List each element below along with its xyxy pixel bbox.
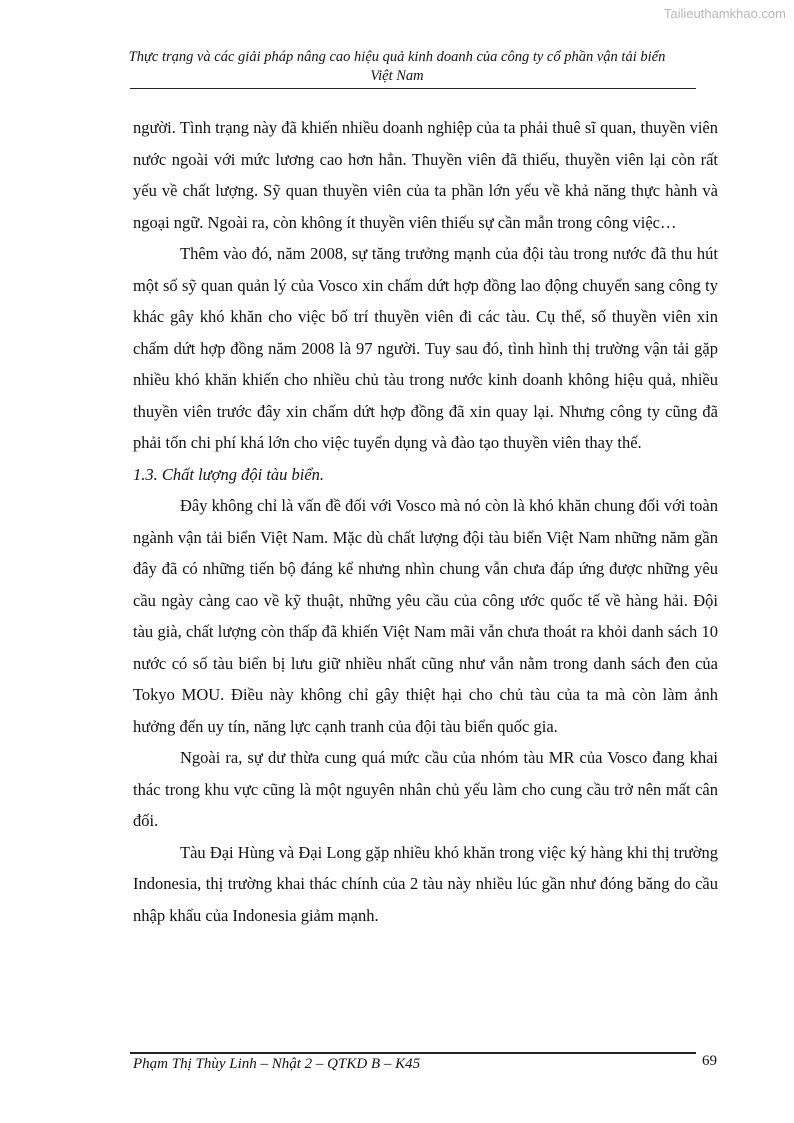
page-header-title: Thực trạng và các giải pháp nâng cao hiệu quả kinh doanh của công ty cổ phần vận tải biển Việt Nam (128, 49, 666, 84)
header-divider (130, 88, 696, 89)
footer-divider (130, 1052, 696, 1054)
page-number: 69 (702, 1053, 717, 1069)
footer-author: Phạm Thị Thùy Linh – Nhật 2 – QTKD B – K45 (133, 1056, 421, 1072)
section-heading: 1.3. Chất lượng đội tàu biển. (133, 464, 325, 484)
document-body (133, 112, 718, 931)
paragraph: Tàu Đại Hùng và Đại Long gặp nhiều khó khăn trong việc ký hàng khi thị trường Indonesia, thị trường khai thác chính của 2 tàu này nhiều lúc gần như đóng băng do cầu nhập khẩu của Indonesia giảm mạnh. (133, 842, 718, 925)
paragraph: Ngoài ra, sự dư thừa cung quá mức cầu của nhóm tàu MR của Vosco đang khai thác trong khu vực cũng là một nguyên nhân chủ yếu làm cho cung cầu trở nên mất cân đối. (133, 748, 718, 830)
watermark: Tailieuthamkhao.com (663, 6, 786, 21)
paragraph-continuation: người. Tình trạng này đã khiến nhiều doanh nghiệp của ta phải thuê sĩ quan, thuyền viên nước ngoài với mức lương cao hơn hẳn. Thuyền viên đã thiếu, thuyền viên lại còn rất yếu về chất lượng. Sỹ quan thuyền viên của ta phần lớn yếu về khả năng thực hành và ngoại ngữ. Ngoài ra, còn không ít thuyền viên thiếu sự cần mẫn trong công việc… (133, 118, 718, 232)
paragraph: Thêm vào đó, năm 2008, sự tăng trưởng mạnh của đội tàu trong nước đã thu hút một số sỹ quan quản lý của Vosco xin chấm dứt hợp đồng lao động chuyển sang công ty khác gây khó khăn cho việc bố trí thuyền viên đi các tàu. Cụ thể, số thuyền viên xin chấm dứt hợp đồng năm 2008 là 97 người. Tuy sau đó, tình hình thị trường vận tải gặp nhiều khó khăn khiến cho nhiều chủ tàu trong nước kinh doanh không hiệu quả, nhiều thuyền viên trước đây xin chấm dứt hợp đồng đã xin quay lại. Nhưng công ty cũng đã phải tốn chi phí khá lớn cho việc tuyển dụng và đào tạo thuyền viên thay thế. (133, 244, 718, 452)
paragraph: Đây không chỉ là vấn đề đối với Vosco mà nó còn là khó khăn chung đối với toàn ngành vận tải biển Việt Nam. Mặc dù chất lượng đội tàu biển Việt Nam những năm gần đây đã có những tiến bộ đáng kể nhưng nhìn chung vẫn chưa đáp ứng được những yêu cầu ngày càng cao về kỹ thuật, những yêu cầu của công ước quốc tế về hàng hải. Đội tàu già, chất lượng còn thấp đã khiến Việt Nam mãi vẫn chưa thoát ra khỏi danh sách 10 nước có số tàu biển bị lưu giữ nhiều nhất cũng như vẫn nằm trong danh sách đen của Tokyo MOU. Điều này không chỉ gây thiệt hại cho chủ tàu của ta mà còn làm ảnh hưởng đến uy tín, năng lực cạnh tranh của đội tàu biển quốc gia. (133, 496, 718, 736)
